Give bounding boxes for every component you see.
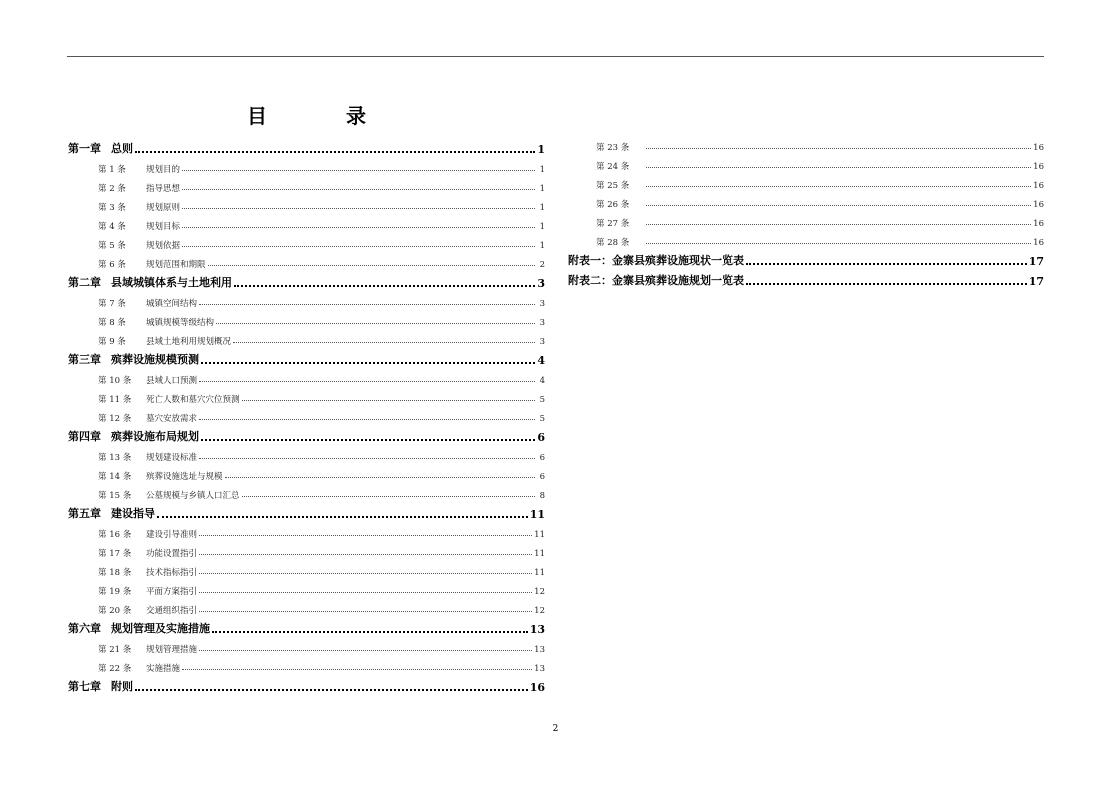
entry-number: 第二章 <box>68 276 101 289</box>
dot-leader <box>182 669 532 670</box>
toc-article-entry[interactable] <box>68 540 545 559</box>
entry-label: 规划范围和期限 <box>146 260 206 270</box>
dot-leader <box>646 205 1031 206</box>
entry-page-number: 12 <box>534 606 545 616</box>
toc-article-entry[interactable] <box>68 655 545 674</box>
entry-number: 第 7 条 <box>98 299 126 309</box>
toc-chapter-entry[interactable] <box>568 268 1044 288</box>
entry-label: 规划管理及实施措施 <box>111 622 210 635</box>
dot-leader <box>201 362 535 364</box>
toc-chapter-entry[interactable] <box>68 270 545 290</box>
dot-leader <box>201 439 535 441</box>
entry-number: 第 13 条 <box>98 453 132 463</box>
entry-label: 县域人口预测 <box>146 376 198 386</box>
entry-number: 第 5 条 <box>98 241 126 251</box>
entry-label: 规划原则 <box>146 203 181 213</box>
entry-number: 第 27 条 <box>596 219 630 229</box>
dot-leader <box>199 535 532 536</box>
toc-article-entry[interactable] <box>68 251 545 270</box>
entry-label: 殡葬设施规模预测 <box>111 353 199 366</box>
entry-label: 城镇空间结构 <box>146 299 198 309</box>
entry-page-number: 16 <box>1033 162 1044 172</box>
dot-leader <box>135 151 535 153</box>
dot-leader <box>746 263 1027 265</box>
entry-number: 第五章 <box>68 507 101 520</box>
entry-number: 第 16 条 <box>98 530 132 540</box>
toc-article-entry[interactable] <box>68 444 545 463</box>
toc-article-entry[interactable] <box>568 210 1044 229</box>
entry-page-number: 1 <box>537 143 545 156</box>
entry-number: 第 3 条 <box>98 203 126 213</box>
entry-number: 第 11 条 <box>98 395 132 405</box>
entry-label: 规划依据 <box>146 241 181 251</box>
dot-leader <box>216 323 535 324</box>
dot-leader <box>225 477 535 478</box>
toc-chapter-entry[interactable] <box>568 248 1044 268</box>
entry-number: 第 19 条 <box>98 587 132 597</box>
entry-number: 第四章 <box>68 430 101 443</box>
entry-number: 第 26 条 <box>596 200 630 210</box>
toc-article-entry[interactable] <box>68 636 545 655</box>
entry-page-number: 13 <box>534 664 545 674</box>
toc-article-entry[interactable] <box>568 229 1044 248</box>
toc-chapter-entry[interactable] <box>68 674 545 694</box>
toc-article-entry[interactable] <box>68 521 545 540</box>
dot-leader <box>199 419 535 420</box>
dot-leader <box>646 224 1031 225</box>
entry-number: 第 15 条 <box>98 491 132 501</box>
entry-label: 功能设置指引 <box>146 549 198 559</box>
entry-page-number: 11 <box>534 568 545 578</box>
toc-article-entry[interactable] <box>68 578 545 597</box>
entry-number: 第 17 条 <box>98 549 132 559</box>
entry-label: 实施措施 <box>146 664 181 674</box>
dot-leader <box>199 611 532 612</box>
entry-label: 交通组织指引 <box>146 606 198 616</box>
entry-label: 技术指标指引 <box>146 568 198 578</box>
dot-leader <box>199 304 535 305</box>
entry-page-number: 16 <box>1033 219 1044 229</box>
toc-article-entry[interactable] <box>68 232 545 251</box>
toc-article-entry[interactable] <box>68 367 545 386</box>
entry-page-number: 11 <box>529 508 545 521</box>
toc-article-entry[interactable] <box>68 386 545 405</box>
entry-page-number: 11 <box>534 530 545 540</box>
entry-page-number: 3 <box>539 337 545 347</box>
entry-number: 第 24 条 <box>596 162 630 172</box>
toc-right-column <box>568 134 1044 288</box>
entry-page-number: 16 <box>1033 181 1044 191</box>
entry-label: 附表二：金寨县殡葬设施规划一览表 <box>568 274 744 287</box>
dot-leader <box>182 208 535 209</box>
entry-number: 第 14 条 <box>98 472 132 482</box>
toc-chapter-entry[interactable] <box>68 501 545 521</box>
entry-label: 附则 <box>111 680 133 693</box>
dot-leader <box>182 170 535 171</box>
entry-page-number: 16 <box>1033 238 1044 248</box>
toc-article-entry[interactable] <box>68 405 545 424</box>
toc-chapter-entry[interactable] <box>68 136 545 156</box>
toc-article-entry[interactable] <box>68 290 545 309</box>
toc-chapter-entry[interactable] <box>68 347 545 367</box>
entry-page-number: 3 <box>537 277 545 290</box>
entry-page-number: 5 <box>539 414 545 424</box>
dot-leader <box>199 650 532 651</box>
entry-label: 规划建设标准 <box>146 453 198 463</box>
entry-label: 城镇规模等级结构 <box>146 318 215 328</box>
toc-chapter-entry[interactable] <box>68 616 545 636</box>
entry-number: 第 8 条 <box>98 318 126 328</box>
entry-page-number: 17 <box>1028 255 1044 268</box>
dot-leader <box>199 592 532 593</box>
entry-page-number: 3 <box>539 318 545 328</box>
dot-leader <box>646 167 1031 168</box>
dot-leader <box>199 381 535 382</box>
toc-article-entry[interactable] <box>68 309 545 328</box>
entry-label: 附表一：金寨县殡葬设施现状一览表 <box>568 254 744 267</box>
entry-page-number: 13 <box>529 623 545 636</box>
dot-leader <box>208 265 535 266</box>
toc-article-entry[interactable] <box>68 156 545 175</box>
entry-page-number: 1 <box>539 184 545 194</box>
entry-number: 第 6 条 <box>98 260 126 270</box>
entry-number: 第 21 条 <box>98 645 132 655</box>
entry-number: 第 10 条 <box>98 376 132 386</box>
dot-leader <box>646 148 1031 149</box>
entry-label: 总则 <box>111 142 133 155</box>
entry-page-number: 6 <box>537 431 545 444</box>
entry-page-number: 17 <box>1028 275 1044 288</box>
entry-label: 建设引导准则 <box>146 530 198 540</box>
dot-leader <box>157 516 528 518</box>
entry-page-number: 1 <box>539 222 545 232</box>
entry-page-number: 6 <box>539 472 545 482</box>
entry-number: 第一章 <box>68 142 101 155</box>
entry-label: 县域城镇体系与土地利用 <box>111 276 232 289</box>
entry-number: 第 22 条 <box>98 664 132 674</box>
toc-left-column <box>68 136 545 694</box>
page-title: 目 录 <box>247 104 402 128</box>
dot-leader <box>182 227 535 228</box>
dot-leader <box>199 573 532 574</box>
toc-article-entry[interactable] <box>68 559 545 578</box>
entry-label: 规划目的 <box>146 165 181 175</box>
entry-page-number: 1 <box>539 241 545 251</box>
entry-page-number: 16 <box>1033 143 1044 153</box>
entry-label: 指导思想 <box>146 184 181 194</box>
entry-number: 第 20 条 <box>98 606 132 616</box>
toc-article-entry[interactable] <box>68 213 545 232</box>
entry-page-number: 2 <box>539 260 545 270</box>
entry-label: 县域土地利用规划概况 <box>146 337 232 347</box>
header-rule <box>67 56 1044 57</box>
toc-chapter-entry[interactable] <box>68 424 545 444</box>
entry-number: 第 25 条 <box>596 181 630 191</box>
dot-leader <box>182 189 535 190</box>
entry-page-number: 6 <box>539 453 545 463</box>
entry-number: 第 18 条 <box>98 568 132 578</box>
entry-number: 第 12 条 <box>98 414 132 424</box>
entry-page-number: 1 <box>539 203 545 213</box>
dot-leader <box>646 243 1031 244</box>
dot-leader <box>135 689 528 691</box>
toc-article-entry[interactable] <box>68 194 545 213</box>
entry-page-number: 8 <box>539 491 545 501</box>
entry-label: 规划管理措施 <box>146 645 198 655</box>
dot-leader <box>234 285 535 287</box>
dot-leader <box>746 283 1027 285</box>
dot-leader <box>242 496 535 497</box>
entry-label: 殡葬设施选址与规模 <box>146 472 223 482</box>
dot-leader <box>199 554 532 555</box>
dot-leader <box>212 631 528 633</box>
dot-leader <box>182 246 535 247</box>
entry-number: 第七章 <box>68 680 101 693</box>
entry-page-number: 16 <box>1033 200 1044 210</box>
toc-article-entry[interactable] <box>68 328 545 347</box>
entry-page-number: 16 <box>529 681 545 694</box>
dot-leader <box>233 342 535 343</box>
entry-page-number: 4 <box>537 354 545 367</box>
page-number: 2 <box>552 724 559 734</box>
entry-number: 第 28 条 <box>596 238 630 248</box>
entry-number: 第 1 条 <box>98 165 126 175</box>
entry-number: 第三章 <box>68 353 101 366</box>
toc-article-entry[interactable] <box>568 153 1044 172</box>
entry-label: 建设指导 <box>111 507 155 520</box>
dot-leader <box>646 186 1031 187</box>
toc-article-entry[interactable] <box>68 482 545 501</box>
toc-article-entry[interactable] <box>68 597 545 616</box>
entry-page-number: 11 <box>534 549 545 559</box>
entry-label: 死亡人数和墓穴穴位预测 <box>146 395 240 405</box>
entry-number: 第 23 条 <box>596 143 630 153</box>
toc-article-entry[interactable] <box>568 134 1044 153</box>
entry-page-number: 13 <box>534 645 545 655</box>
toc-article-entry[interactable] <box>568 172 1044 191</box>
entry-page-number: 5 <box>539 395 545 405</box>
entry-number: 第六章 <box>68 622 101 635</box>
dot-leader <box>242 400 535 401</box>
entry-label: 公墓规模与乡镇人口汇总 <box>146 491 240 501</box>
entry-label: 殡葬设施布局规划 <box>111 430 199 443</box>
toc-article-entry[interactable] <box>68 463 545 482</box>
entry-label: 规划目标 <box>146 222 181 232</box>
entry-number: 第 2 条 <box>98 184 126 194</box>
toc-article-entry[interactable] <box>568 191 1044 210</box>
dot-leader <box>199 458 535 459</box>
entry-page-number: 1 <box>539 165 545 175</box>
entry-number: 第 9 条 <box>98 337 126 347</box>
entry-page-number: 3 <box>539 299 545 309</box>
entry-label: 平面方案指引 <box>146 587 198 597</box>
entry-page-number: 12 <box>534 587 545 597</box>
entry-label: 墓穴安放需求 <box>146 414 198 424</box>
entry-page-number: 4 <box>539 376 545 386</box>
toc-article-entry[interactable] <box>68 175 545 194</box>
entry-number: 第 4 条 <box>98 222 126 232</box>
